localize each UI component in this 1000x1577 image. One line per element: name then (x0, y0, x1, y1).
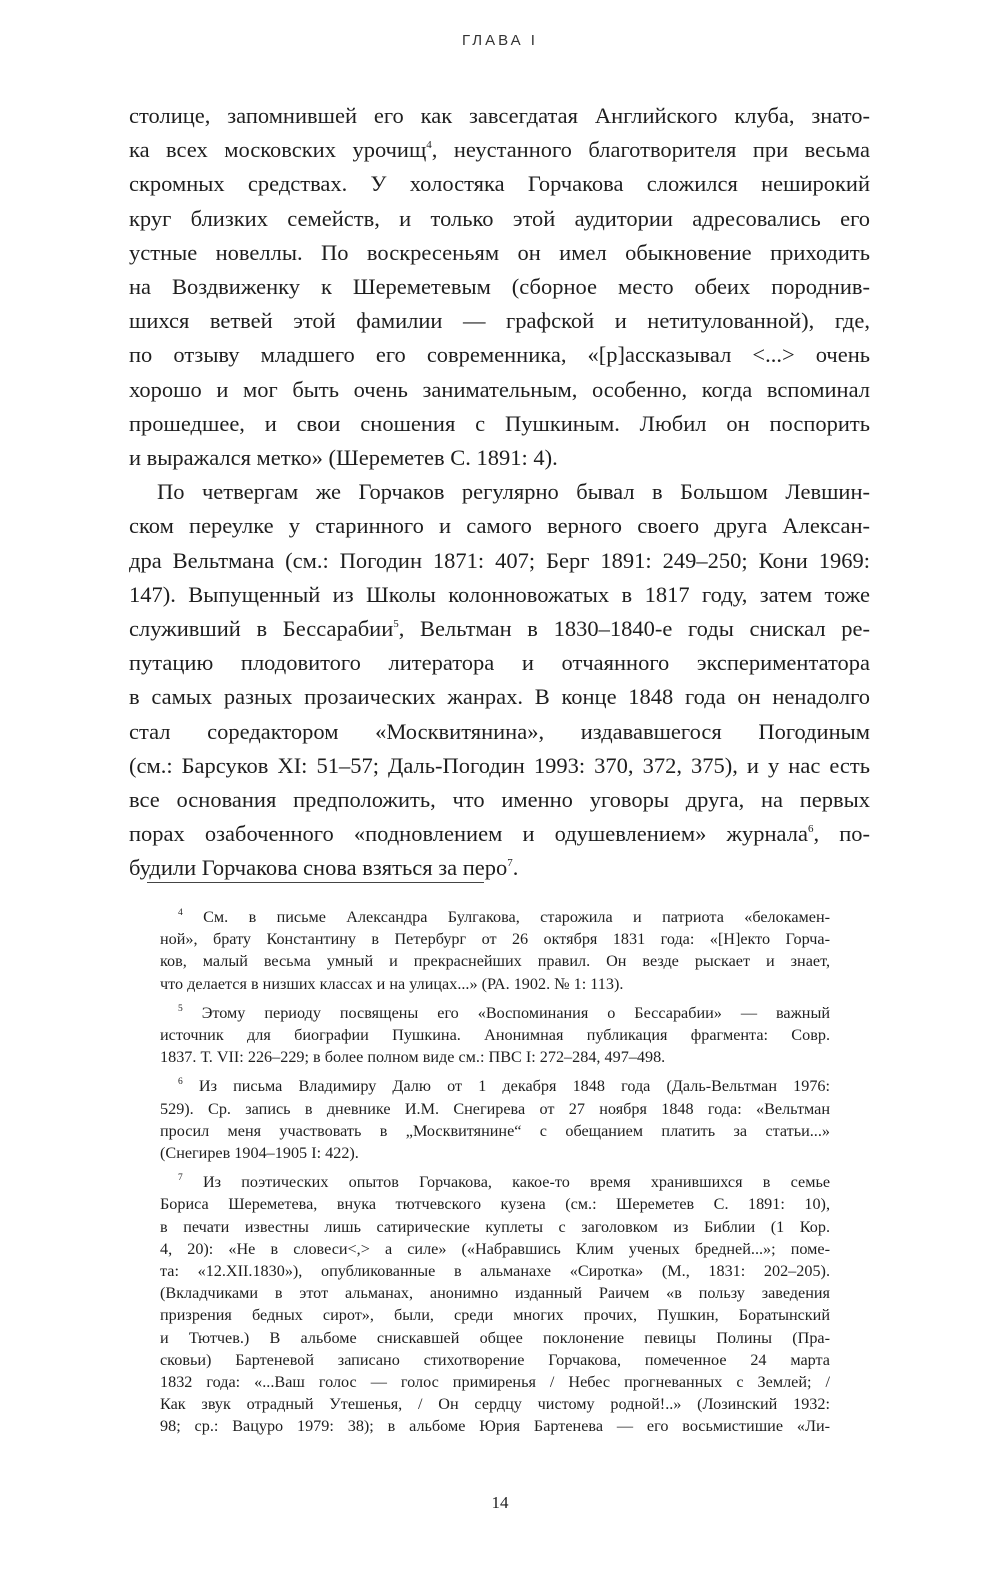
text-line: в самых разных прозаических жанрах. В конце 1848 года он ненадолго (129, 684, 870, 710)
text-line: По четвергам же Горчаков регулярно бывал в Большом Левшин- (157, 479, 870, 505)
footnotes (160, 906, 830, 1445)
text-line: стал соредактором «Москвитянина», издававшегося Погодиным (129, 718, 870, 744)
main-text (129, 99, 870, 886)
footnote-ref: 6 (807, 823, 814, 836)
footnote-line: 98; ср.: Вацуро 1979: 38); в альбоме Юрия Бартенева — его восьмистишие «Ли- (160, 1417, 830, 1436)
footnote-number: 5 (178, 1003, 183, 1014)
footnote-number: 4 (178, 908, 183, 918)
footnote-line: сковьи) Бартеневой записано стихотворение Горчакова, помеченное 24 марта (160, 1350, 830, 1369)
text-line: устные новеллы. По воскресеньям он имел обыкновение приходить (129, 239, 870, 265)
footnote-ref: 5 (393, 618, 399, 631)
text-line: все основания предположить, что именно уговоры друга, на первых (129, 787, 870, 813)
footnote-line: $^6$ Из письма Владимиру Далю от 1 декабря 1848 года (Даль-Вельтман 1976: (178, 1077, 830, 1096)
text-line: прошедшее, и свои сношения с Пушкиным. Любил он поспорить (129, 410, 870, 436)
footnote-5 (160, 1002, 830, 1069)
text-line: дра Вельтмана (см.: Погодин 1871: 407; Берг 1891: 249–250; Кони 1969: (129, 547, 870, 573)
text-line: будили Горчакова снова взяться за перо$^7$. (129, 855, 519, 881)
footnote-line: ков, малый весьма умный и прекраснейших правил. Он везде рыскает и знает, (160, 952, 830, 971)
text-line: хорошо и мог быть очень занимательным, особенно, когда вспоминал (129, 376, 870, 402)
footnote-line: 1832 года: «...Ваш голос — голос примиренья / Небес прогневанных с Землей; / (160, 1373, 830, 1392)
text-line: на Воздвиженку к Шереметевым (сборное место обеих породнив- (129, 274, 870, 300)
footnote-line: $^5$ Этому периоду посвящены его «Воспоминания о Бессарабии» — важный (178, 1003, 830, 1022)
text-line: ка всех московских урочищ$^4$, неустанного благотворителя при весьма (129, 137, 870, 163)
text-line: круг близких семейств, и только этой аудитории адресовались его (129, 205, 870, 231)
footnote-line: призрения бедных сирот», были, среди многих прочих, Пушкин, Боратынский (160, 1306, 830, 1325)
text-line: и выражался метко» (Шереметев С. 1891: 4). (129, 445, 558, 471)
footnote-ref: 4 (426, 139, 432, 152)
text-line: порах озабоченного «подновлением и одушевлением» журнала$^6$, по- (129, 821, 870, 847)
footnote-line: (Снегирев 1904–1905 I: 422). (160, 1144, 359, 1163)
text-line: служивший в Бессарабии$^5$, Вельтман в 1830–1840-е годы снискал ре- (129, 616, 870, 642)
text-line: шихся ветвей этой фамилии — графской и нетитулованной), где, (129, 308, 870, 334)
footnote-line: (Вкладчиками в этот альманах, анонимно изданный Раичем «в пользу заведения (160, 1284, 830, 1303)
text-line: ском переулке у старинного и самого верного своего друга Алексан- (129, 513, 870, 539)
footnote-number: 7 (178, 1173, 183, 1184)
footnote-line: $^7$ Из поэтических опытов Горчакова, какое-то время хранившихся в семье (178, 1173, 831, 1192)
footnote-line: что делается в низших классах и на улицах...» (РА. 1902. № 1: 113). (160, 974, 624, 993)
footnote-line: $^4$ См. в письме Александра Булгакова, старожила и патриота «белокамен- (178, 908, 831, 926)
footnote-line: просил меня участвовать в „Москвитянине“ с обещанием платить за статьи...» (160, 1121, 830, 1140)
footnote-number: 6 (178, 1077, 183, 1088)
text-line: столице, запомнившей его как завсегдатая Английского клуба, знато- (129, 103, 870, 128)
footnote-line: Как звук отрадный Утешенья, / Он сердцу чистому родной!..» (Лозинский 1932: (160, 1395, 830, 1414)
footnote-ref: 7 (507, 857, 513, 870)
footnote-6 (160, 1075, 830, 1164)
footnote-line: 1837. Т. VII: 226–229; в более полном виде см.: ПВС I: 272–284, 497–498. (160, 1048, 666, 1067)
page-number: 14 (491, 1493, 509, 1512)
footnote-line: в печати известны лишь сатирические куплеты с заголовком из Библии (1 Кор. (160, 1217, 830, 1236)
text-line: по отзыву младшего его современника, «[р]ассказывал <...> очень (129, 342, 870, 368)
footnote-line: Бориса Шереметева, внука тютчевского кузена (см.: Шереметев С. 1891: 10), (160, 1195, 830, 1214)
footnote-line: и Тютчев.) В альбоме снискавшей общее поклонение певицы Полины (Пра- (160, 1328, 830, 1347)
footnote-line: 529). Ср. запись в дневнике И.М. Снегирева от 27 ноября 1848 года: «Вельтман (160, 1099, 830, 1118)
footnote-line: источник для биографии Пушкина. Анонимная публикация фрагмента: Совр. (160, 1026, 830, 1045)
footnote-divider (147, 882, 484, 883)
text-line: (см.: Барсуков XI: 51–57; Даль-Погодин 1993: 370, 372, 375), и у нас есть (129, 752, 870, 778)
footnote-line: 4, 20): «Не в словеси<,> а силе» («Набравшись Клим ученых бредней...»; поме- (160, 1239, 830, 1258)
footnote-line: ной», брату Константину в Петербург от 26 октября 1831 года: «[Н]екто Горча- (160, 930, 830, 949)
footnote-7 (160, 1171, 830, 1437)
text-line: путацию плодовитого литератора и отчаянного экспериментатора (129, 650, 870, 676)
text-line: 147). Выпущенный из Школы колонновожатых в 1817 году, затем тоже (129, 581, 870, 607)
footnote-line: та: «12.XII.1830»), опубликованные в альманахе «Сиротка» (М., 1831: 202–205). (160, 1262, 830, 1281)
running-header: ГЛАВА I (462, 32, 538, 49)
text-line: скромных средствах. У холостяка Горчакова сложился неширокий (129, 171, 870, 197)
footnote-4 (160, 906, 830, 995)
